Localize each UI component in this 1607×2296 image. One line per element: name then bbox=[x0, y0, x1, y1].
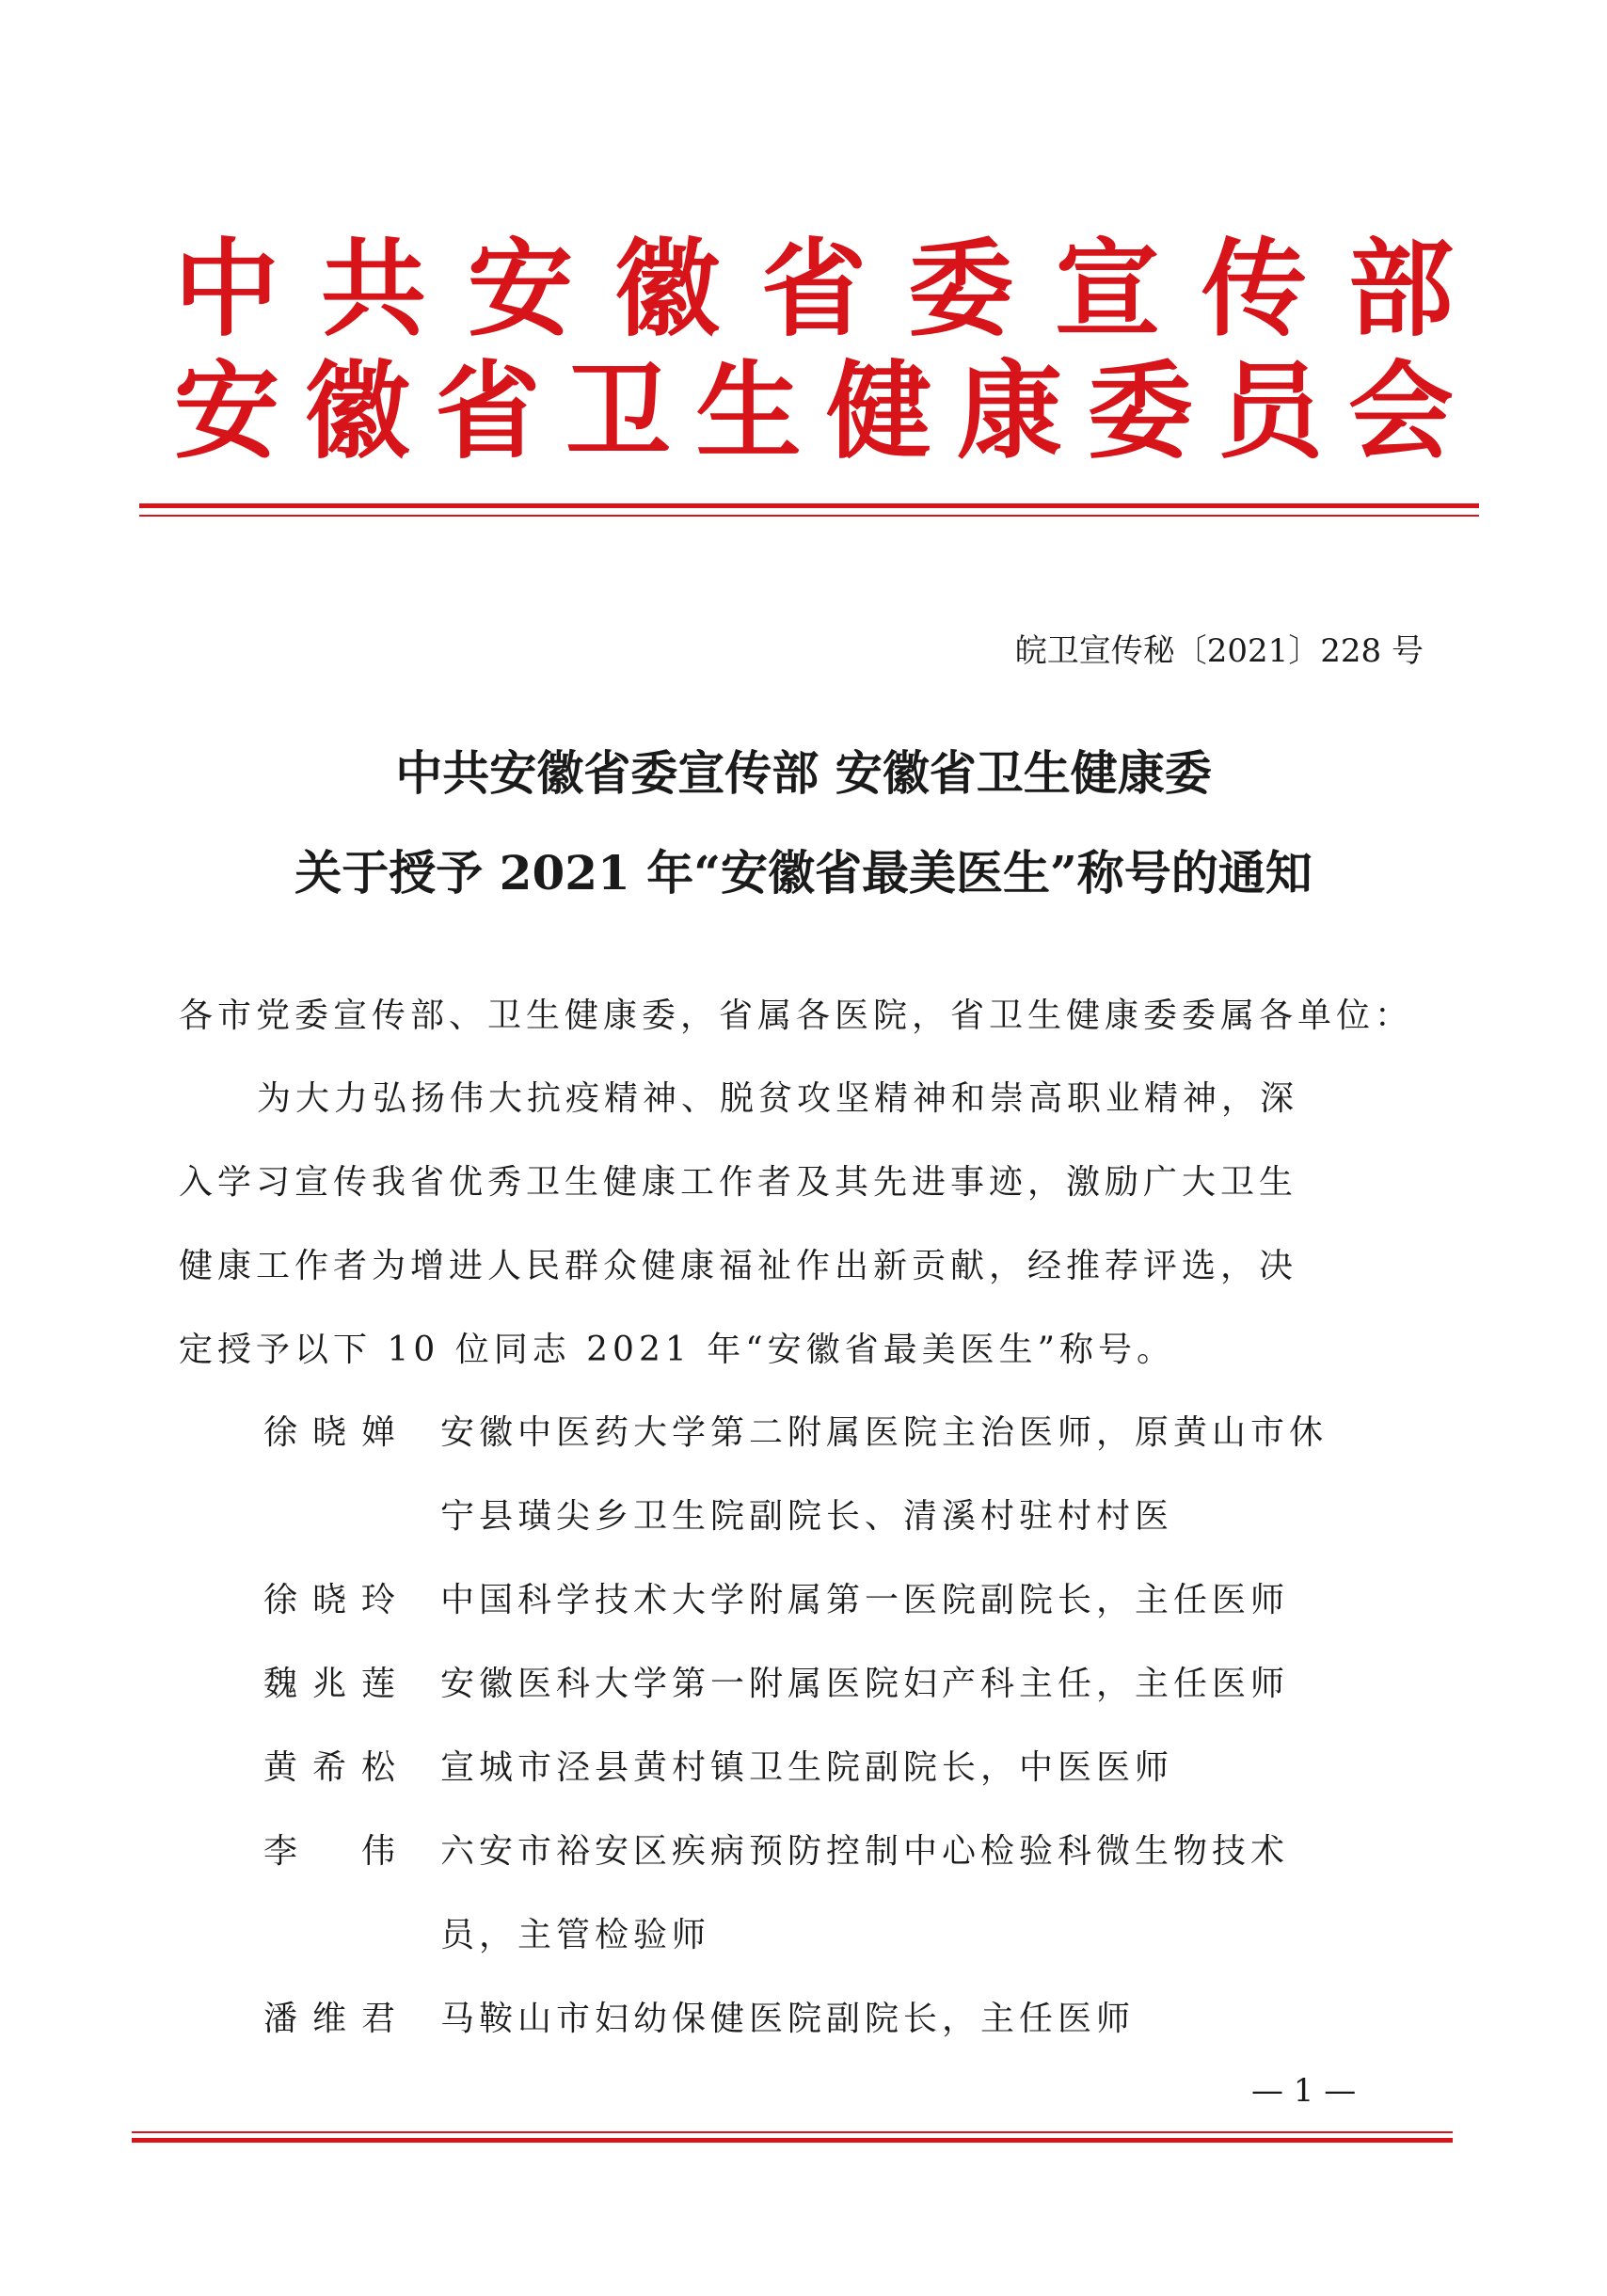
recipient-description: 安徽中医药大学第二附属医院主治医师，原黄山市休 bbox=[440, 1413, 1329, 1452]
header-char: 省 bbox=[761, 229, 867, 351]
header-char: 卫 bbox=[565, 351, 671, 473]
header-char: 会 bbox=[1347, 351, 1454, 473]
page-number: — 1 — bbox=[1251, 2072, 1357, 2110]
recipient-name: 李 伟 bbox=[263, 1832, 395, 1871]
header-char: 徽 bbox=[614, 229, 720, 351]
header-char: 宣 bbox=[1055, 229, 1160, 351]
recipient-name: 徐 晓 婵 bbox=[263, 1413, 395, 1452]
recipient-description: 六安市裕安区疾病预防控制中心检验科微生物技术 bbox=[440, 1832, 1290, 1871]
header-char: 徽 bbox=[304, 351, 410, 473]
recipient-description: 马鞍山市妇幼保健医院副院长，主任医师 bbox=[440, 2000, 1136, 2038]
header-char: 省 bbox=[435, 351, 541, 473]
recipient-name: 魏 兆 莲 bbox=[263, 1665, 395, 1703]
document-number: 皖卫宣传秘〔2021〕228 号 bbox=[1014, 632, 1424, 670]
header-char: 康 bbox=[956, 351, 1062, 473]
recipient-name: 潘 维 君 bbox=[263, 2000, 395, 2038]
recipient-description: 员，主管检验师 bbox=[440, 1916, 711, 1954]
body-text-line: 健康工作者为增进人民群众健康福祉作出新贡献，经推荐评选，决 bbox=[179, 1247, 1298, 1285]
header-char: 传 bbox=[1201, 229, 1307, 351]
header-char: 安 bbox=[174, 351, 279, 473]
footer-divider-thin bbox=[132, 2131, 1453, 2133]
recipient-description: 宁县璜尖乡卫生院副院长、清溪村驻村村医 bbox=[440, 1497, 1174, 1536]
document-title-line-2: 关于授予 2021 年“安徽省最美医生”称号的通知 bbox=[294, 845, 1313, 901]
recipient-description: 安徽医科大学第一附属医院妇产科主任，主任医师 bbox=[440, 1665, 1290, 1703]
header-divider-thin bbox=[139, 515, 1479, 517]
header-char: 委 bbox=[908, 229, 1013, 351]
header-char: 共 bbox=[321, 229, 426, 351]
body-text-line: 定授予以下 10 位同志 2021 年“安徽省最美医生”称号。 bbox=[179, 1331, 1176, 1369]
header-char: 安 bbox=[468, 229, 573, 351]
recipient-description: 宣城市泾县黄村镇卫生院副院长，中医医师 bbox=[440, 1748, 1174, 1787]
header-char: 员 bbox=[1217, 351, 1324, 473]
header-char: 中 bbox=[174, 229, 279, 351]
header-char: 生 bbox=[695, 351, 802, 473]
addressee: 各市党委宣传部、卫生健康委，省属各医院，省卫生健康委委属各单位： bbox=[179, 997, 1414, 1035]
header-char: 委 bbox=[1087, 351, 1193, 473]
issuer-header-line-2 bbox=[174, 351, 1454, 473]
recipient-name: 黄 希 松 bbox=[263, 1748, 395, 1787]
header-divider-thick bbox=[139, 503, 1479, 508]
document-title-line-1: 中共安徽省委宣传部 安徽省卫生健康委 bbox=[395, 745, 1212, 801]
footer-divider-thick bbox=[132, 2138, 1453, 2143]
body-text-line: 入学习宣传我省优秀卫生健康工作者及其先进事迹，激励广大卫生 bbox=[179, 1163, 1298, 1202]
header-char: 健 bbox=[826, 351, 932, 473]
recipient-name: 徐 晓 玲 bbox=[263, 1581, 395, 1619]
header-char: 部 bbox=[1348, 229, 1454, 351]
recipient-description: 中国科学技术大学附属第一医院副院长，主任医师 bbox=[440, 1581, 1290, 1619]
issuer-header-line-1 bbox=[174, 229, 1454, 351]
body-text-line: 为大力弘扬伟大抗疫精神、脱贫攻坚精神和崇高职业精神，深 bbox=[257, 1079, 1299, 1118]
